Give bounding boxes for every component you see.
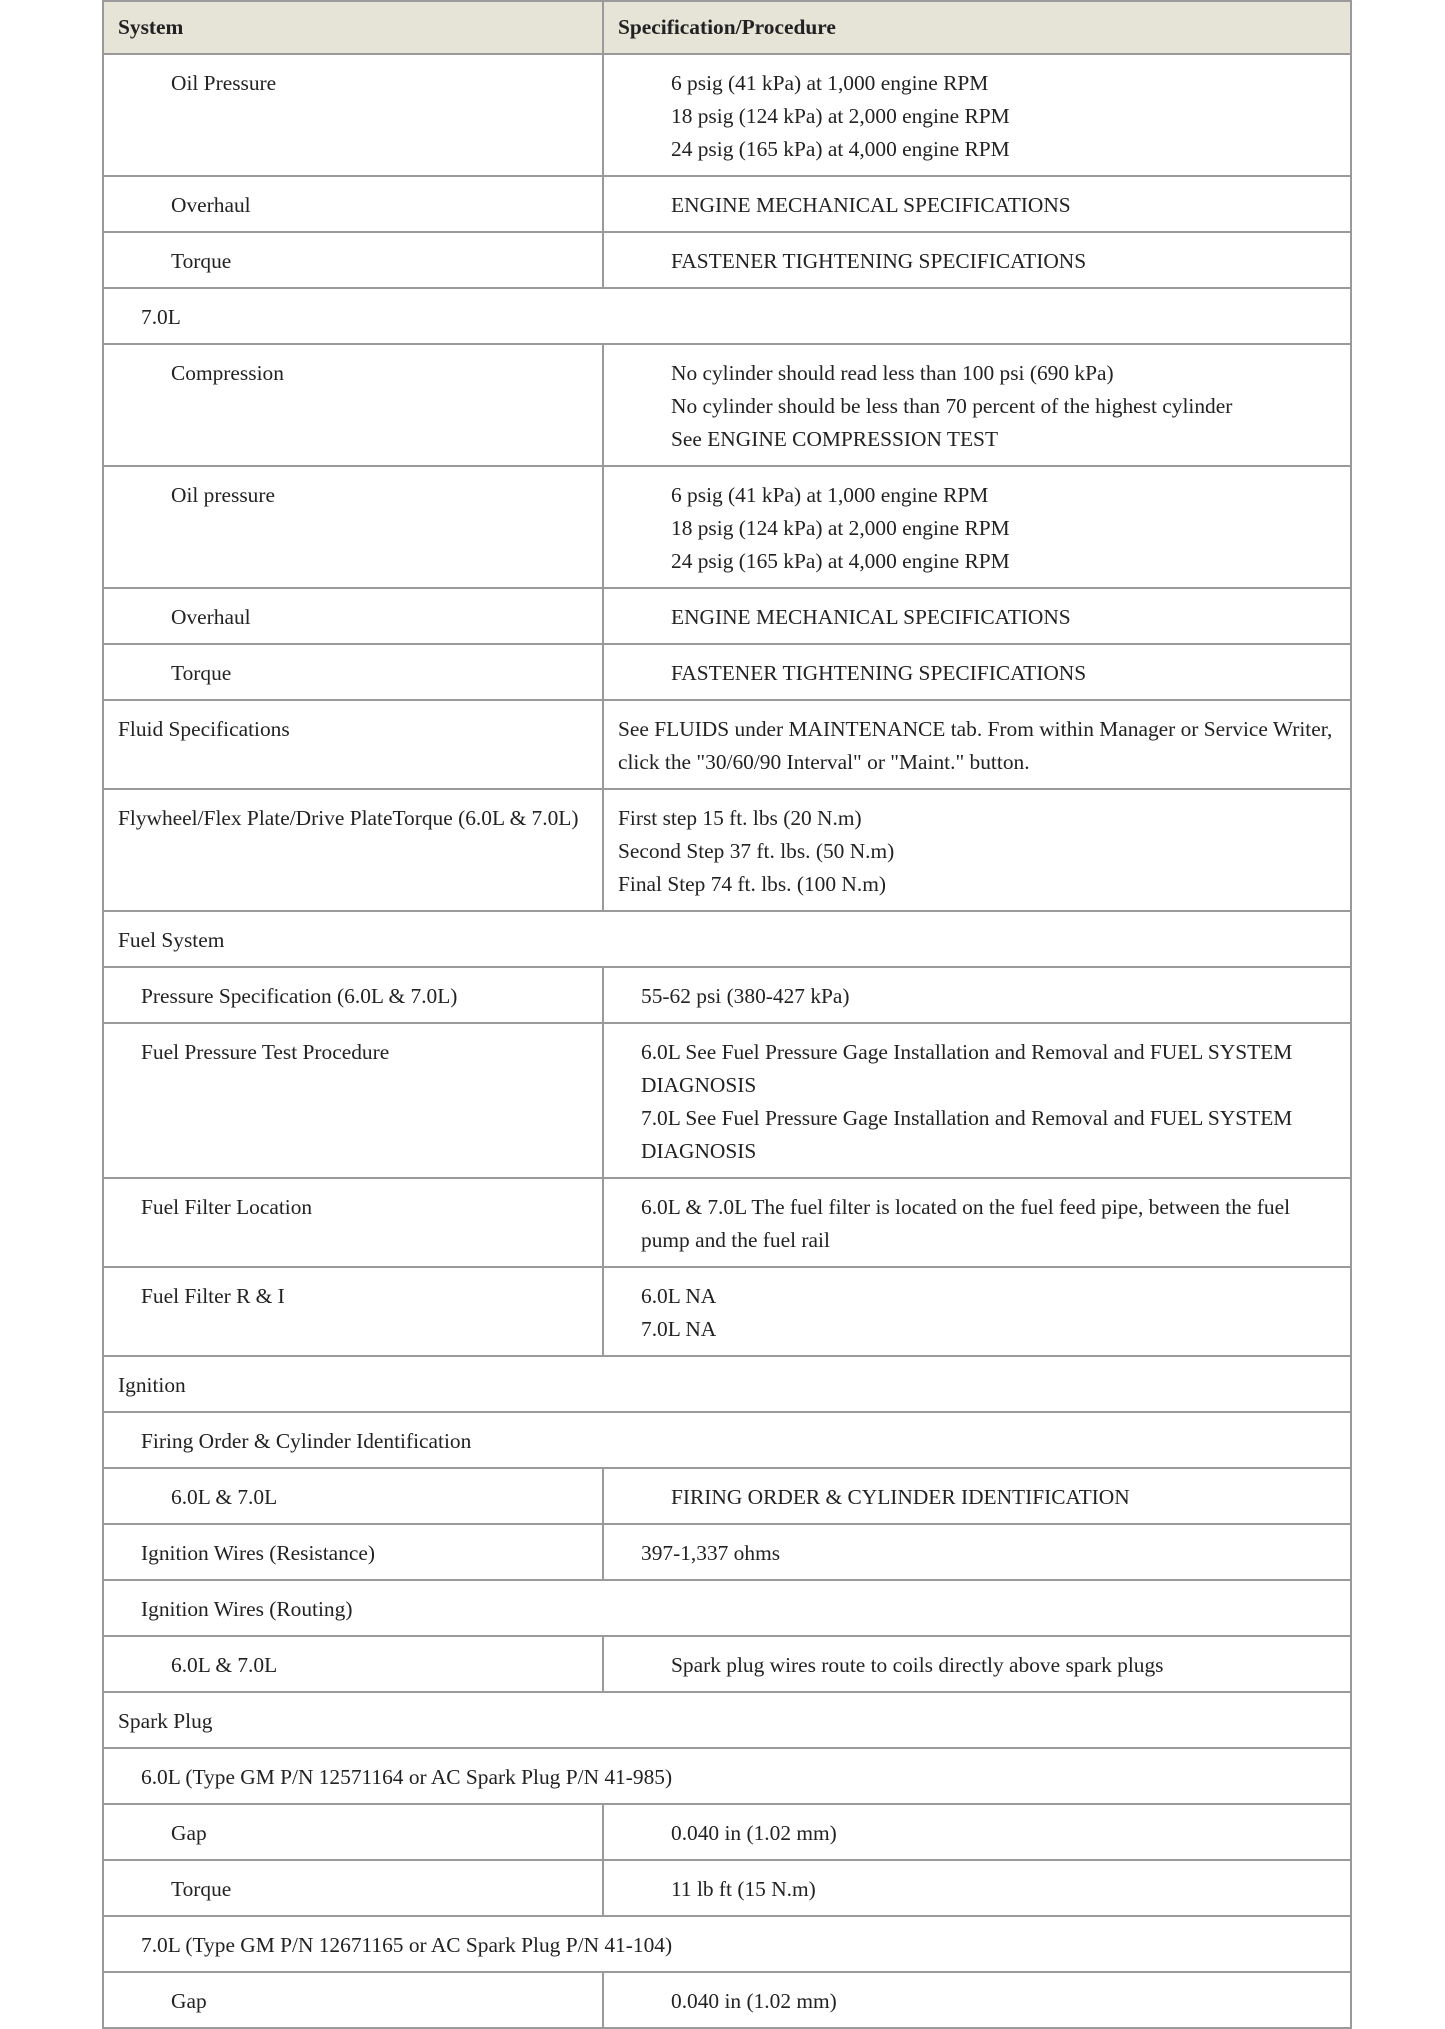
column-header-system: System [103, 1, 603, 54]
specification-cell [603, 232, 1351, 288]
table-row [103, 176, 1351, 232]
system-cell: Torque [103, 232, 603, 288]
system-cell: Torque [103, 644, 603, 700]
specification-cell [603, 789, 1351, 911]
table-row [103, 789, 1351, 911]
specification-line: No cylinder should read less than 100 psi (690 kPa) [671, 361, 1114, 385]
table-row [103, 1636, 1351, 1692]
specification-cell [603, 176, 1351, 232]
system-cell: 6.0L & 7.0L [103, 1468, 603, 1524]
specification-line: 0.040 in (1.02 mm) [671, 1821, 837, 1845]
specification-cell [603, 1023, 1351, 1178]
specification-cell [603, 644, 1351, 700]
specification-cell [603, 1860, 1351, 1916]
table-section-row [103, 288, 1351, 344]
table-header-row [103, 1, 1351, 54]
specification-cell [603, 344, 1351, 466]
system-cell: Fluid Specifications [103, 700, 603, 789]
specification-line: FASTENER TIGHTENING SPECIFICATIONS [671, 661, 1087, 685]
specification-line: 6.0L See Fuel Pressure Gage Installation and Removal and FUEL SYSTEM DIAGNOSIS [641, 1040, 1293, 1097]
system-cell: 7.0L [103, 288, 1351, 344]
table-row [103, 466, 1351, 588]
system-cell: Ignition Wires (Resistance) [103, 1524, 603, 1580]
specification-cell [603, 1267, 1351, 1356]
table-row [103, 1972, 1351, 2028]
system-cell: Oil pressure [103, 466, 603, 588]
system-cell: Flywheel/Flex Plate/Drive PlateTorque (6.0L & 7.0L) [103, 789, 603, 911]
table-row [103, 54, 1351, 176]
specification-cell [603, 700, 1351, 789]
table-section-row [103, 1412, 1351, 1468]
table-row [103, 344, 1351, 466]
specification-line: 7.0L NA [641, 1317, 717, 1341]
specification-line: Final Step 74 ft. lbs. (100 N.m) [618, 872, 886, 896]
specification-line: 18 psig (124 kPa) at 2,000 engine RPM [671, 104, 1010, 128]
table-row [103, 1804, 1351, 1860]
system-cell: Pressure Specification (6.0L & 7.0L) [103, 967, 603, 1023]
specification-line: FIRING ORDER & CYLINDER IDENTIFICATION [671, 1485, 1130, 1509]
specification-line: ENGINE MECHANICAL SPECIFICATIONS [671, 605, 1071, 629]
specification-line: FASTENER TIGHTENING SPECIFICATIONS [671, 249, 1087, 273]
table-row [103, 1468, 1351, 1524]
system-cell: Firing Order & Cylinder Identification [103, 1412, 1351, 1468]
table-section-row [103, 1356, 1351, 1412]
specification-cell [603, 54, 1351, 176]
system-cell: Fuel Pressure Test Procedure [103, 1023, 603, 1178]
table-row [103, 644, 1351, 700]
specification-cell [603, 1636, 1351, 1692]
table-row [103, 1524, 1351, 1580]
specification-cell [603, 1468, 1351, 1524]
system-cell: Overhaul [103, 588, 603, 644]
system-cell: Torque [103, 1860, 603, 1916]
specification-line: Spark plug wires route to coils directly above spark plugs [671, 1653, 1164, 1677]
specification-line: 6.0L NA [641, 1284, 717, 1308]
table-section-row [103, 911, 1351, 967]
system-cell: Overhaul [103, 176, 603, 232]
specification-cell [603, 588, 1351, 644]
specification-line: ENGINE MECHANICAL SPECIFICATIONS [671, 193, 1071, 217]
table-row [103, 232, 1351, 288]
specification-line: Second Step 37 ft. lbs. (50 N.m) [618, 839, 895, 863]
spec-sheet [102, 0, 1350, 2029]
system-cell: 6.0L & 7.0L [103, 1636, 603, 1692]
specification-line: 55-62 psi (380-427 kPa) [641, 984, 850, 1008]
specification-line: 24 psig (165 kPa) at 4,000 engine RPM [671, 137, 1010, 161]
table-section-row [103, 1580, 1351, 1636]
system-cell: Oil Pressure [103, 54, 603, 176]
specification-line: 6 psig (41 kPa) at 1,000 engine RPM [671, 483, 989, 507]
specification-cell [603, 967, 1351, 1023]
table-row [103, 967, 1351, 1023]
specification-line: See FLUIDS under MAINTENANCE tab. From within Manager or Service Writer, click the "30/60/90 Interval" or "Maint." button. [618, 717, 1333, 774]
table-row [103, 588, 1351, 644]
system-cell: Ignition Wires (Routing) [103, 1580, 1351, 1636]
specification-line: 7.0L See Fuel Pressure Gage Installation and Removal and FUEL SYSTEM DIAGNOSIS [641, 1106, 1293, 1163]
table-row [103, 700, 1351, 789]
specification-cell [603, 466, 1351, 588]
specification-cell [603, 1178, 1351, 1267]
system-cell: 7.0L (Type GM P/N 12671165 or AC Spark Plug P/N 41-104) [103, 1916, 1351, 1972]
table-row [103, 1860, 1351, 1916]
system-cell: Fuel System [103, 911, 1351, 967]
system-cell: Spark Plug [103, 1692, 1351, 1748]
specification-line: 18 psig (124 kPa) at 2,000 engine RPM [671, 516, 1010, 540]
specification-cell [603, 1524, 1351, 1580]
specification-line: 0.040 in (1.02 mm) [671, 1989, 837, 2013]
specification-line: First step 15 ft. lbs (20 N.m) [618, 806, 862, 830]
specifications-table [102, 0, 1352, 2029]
specification-line: No cylinder should be less than 70 percent of the highest cylinder [671, 394, 1233, 418]
column-header-specification: Specification/Procedure [603, 1, 1351, 54]
specification-line: 24 psig (165 kPa) at 4,000 engine RPM [671, 549, 1010, 573]
system-cell: Fuel Filter Location [103, 1178, 603, 1267]
system-cell: Ignition [103, 1356, 1351, 1412]
table-row [103, 1178, 1351, 1267]
table-section-row [103, 1748, 1351, 1804]
table-section-row [103, 1692, 1351, 1748]
specification-cell [603, 1972, 1351, 2028]
specification-line: 11 lb ft (15 N.m) [671, 1877, 816, 1901]
table-section-row [103, 1916, 1351, 1972]
system-cell: 6.0L (Type GM P/N 12571164 or AC Spark Plug P/N 41-985) [103, 1748, 1351, 1804]
specification-cell [603, 1804, 1351, 1860]
table-row [103, 1267, 1351, 1356]
specification-line: 6 psig (41 kPa) at 1,000 engine RPM [671, 71, 989, 95]
specification-line: 6.0L & 7.0L The fuel filter is located on the fuel feed pipe, between the fuel pump and the fuel rail [641, 1195, 1291, 1252]
specification-line: 397-1,337 ohms [641, 1541, 781, 1565]
system-cell: Fuel Filter R & I [103, 1267, 603, 1356]
specification-line: See ENGINE COMPRESSION TEST [671, 427, 999, 451]
system-cell: Gap [103, 1804, 603, 1860]
table-row [103, 1023, 1351, 1178]
system-cell: Compression [103, 344, 603, 466]
table-body [103, 54, 1351, 2028]
system-cell: Gap [103, 1972, 603, 2028]
